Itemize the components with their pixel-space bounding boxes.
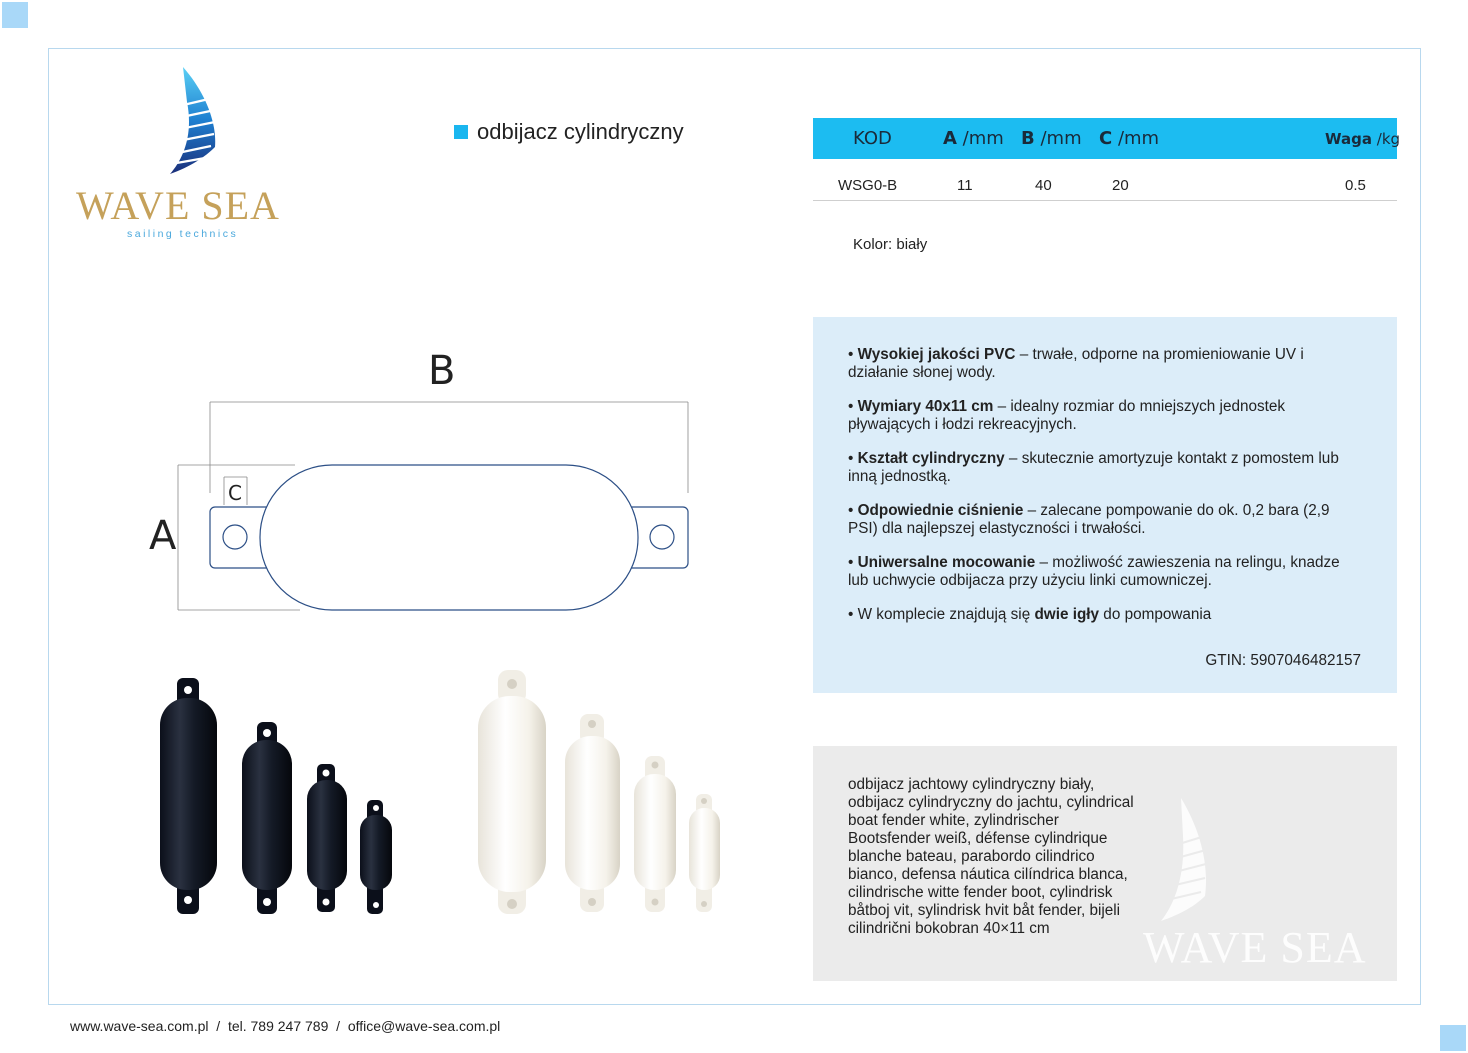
keywords-text: odbijacz jachtowy cylindryczny biały, odbijacz cylindryczny do jachtu, cylindrical boat fender white, zylindrischer Bootsfender weiß, défense cylindrique blanche bateau, parabordo cilindrico bianco, defensa náutica cilíndrica blanca, cilindrische witte fender boot, cylindrisk båtboj vit, sylindrisk hvit båt fender, bijeli cilindrični bokobran 40×11 cm <box>848 776 1134 937</box>
feature-item: • Uniwersalne mocowanie – możliwość zawieszenia na relingu, knadze lub uchwycie odbijacza przy użyciu linki cumowniczej. <box>848 554 1340 589</box>
brand-tagline: sailing technics <box>127 228 239 240</box>
spec-row-divider <box>813 200 1397 201</box>
footer-website-link[interactable]: www.wave-sea.com.pl <box>70 1018 209 1034</box>
feature-item: • Wymiary 40x11 cm – idealny rozmiar do mniejszych jednostek pływających i łodzi rekreacyjnych. <box>848 398 1286 433</box>
label-c: C <box>228 481 242 505</box>
dimension-diagram <box>140 345 700 630</box>
footer-separator: / <box>216 1018 221 1034</box>
cell-a: 11 <box>957 177 973 194</box>
feature-item: • Odpowiednie ciśnienie – zalecane pompowanie do ok. 0,2 bara (2,9 PSI) dla najlepszej elastyczności i trwałości. <box>848 502 1330 537</box>
keywords-box <box>813 746 1397 981</box>
sail-logo-icon <box>165 62 225 177</box>
label-a: A <box>149 513 177 559</box>
features-box <box>813 317 1397 693</box>
gtin-code: GTIN: 5907046482157 <box>1205 652 1361 669</box>
feature-item: • W komplecie znajdują się dwie igły do pompowania <box>848 606 1212 623</box>
color-info: Kolor: biały <box>853 236 928 253</box>
white-fender-xsmall <box>689 794 720 912</box>
cell-code: WSG0-B <box>838 177 898 194</box>
cell-b: 40 <box>1035 177 1052 194</box>
black-fender-large <box>160 678 217 914</box>
watermark-text: WAVE SEA <box>1143 923 1367 972</box>
header-c: C /mm <box>1099 128 1160 149</box>
header-b: B /mm <box>1021 128 1082 149</box>
white-fender-large <box>478 670 546 914</box>
label-b: B <box>428 348 456 394</box>
white-fender-small <box>634 756 676 912</box>
black-fender-xsmall <box>360 800 392 914</box>
footer-contact <box>70 1018 500 1034</box>
corner-marker-top-left <box>2 2 28 28</box>
footer-email-link[interactable]: office@wave-sea.com.pl <box>347 1018 501 1034</box>
sail-watermark-icon <box>1143 796 1223 926</box>
black-fender-medium <box>242 722 292 914</box>
corner-marker-bottom-right <box>1440 1025 1466 1051</box>
footer-separator: / <box>336 1018 341 1034</box>
features-list <box>848 346 1348 640</box>
header-a: A /mm <box>943 128 1004 149</box>
product-title <box>454 119 684 145</box>
white-fender-medium <box>565 714 620 912</box>
cell-weight: 0.5 <box>1345 177 1366 194</box>
feature-item: • Kształt cylindryczny – skutecznie amortyzuje kontakt z pomostem lub inną jednostką. <box>848 450 1339 485</box>
feature-item: • Wysokiej jakości PVC – trwałe, odporne na promieniowanie UV i działanie słonej wody. <box>848 346 1304 381</box>
header-code: KOD <box>853 128 892 149</box>
product-photos <box>140 660 740 935</box>
product-title-text: odbijacz cylindryczny <box>477 119 684 144</box>
footer-phone[interactable]: tel. 789 247 789 <box>227 1018 329 1034</box>
cell-c: 20 <box>1112 177 1129 194</box>
brand-name: WAVE SEA <box>76 183 280 228</box>
black-fender-small <box>307 764 347 912</box>
header-weight: Waga /kg <box>1325 130 1401 148</box>
title-bullet-square <box>454 125 468 139</box>
brand-logo <box>70 62 300 242</box>
